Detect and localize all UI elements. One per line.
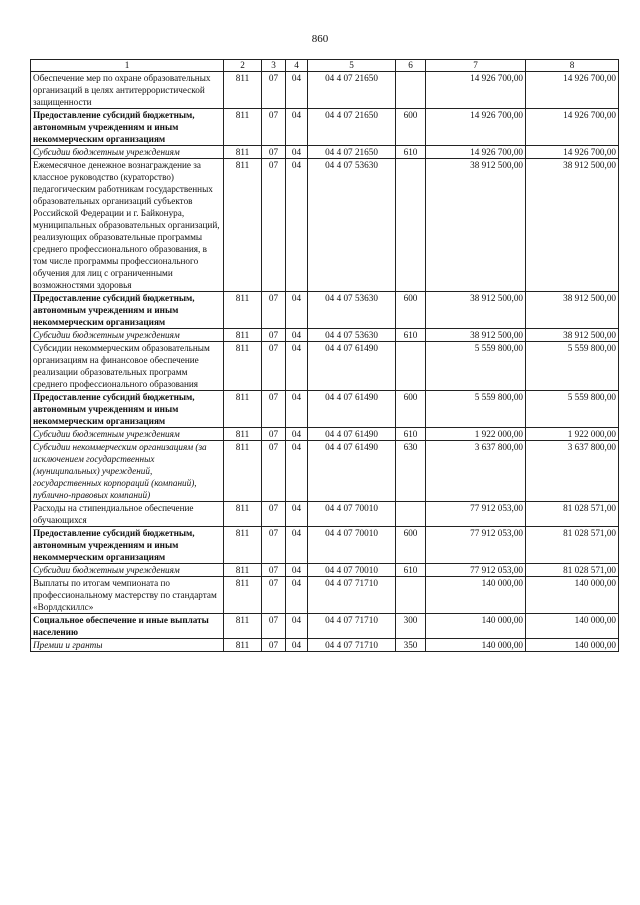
expense-type-code-cell	[396, 159, 426, 292]
section-code-cell: 07	[262, 577, 286, 614]
ministry-code-cell: 811	[224, 329, 262, 342]
section-code-cell: 07	[262, 527, 286, 564]
subsection-code-cell: 04	[286, 577, 308, 614]
subsection-code-cell: 04	[286, 527, 308, 564]
amount-year-1-cell: 38 912 500,00	[426, 292, 526, 329]
column-header-4: 4	[286, 60, 308, 72]
expense-type-code-cell: 630	[396, 441, 426, 502]
amount-year-1-cell: 38 912 500,00	[426, 159, 526, 292]
page-number: 860	[311, 33, 329, 45]
section-code-cell: 07	[262, 391, 286, 428]
target-article-code-cell: 04 4 07 53630	[308, 159, 396, 292]
amount-year-2-cell: 5 559 800,00	[526, 342, 619, 391]
column-header-7: 7	[426, 60, 526, 72]
item-name-cell: Субсидии бюджетным учреждениям	[31, 428, 224, 441]
expense-type-code-cell: 600	[396, 391, 426, 428]
amount-year-2-cell: 38 912 500,00	[526, 159, 619, 292]
ministry-code-cell: 811	[224, 502, 262, 527]
subsection-code-cell: 04	[286, 292, 308, 329]
expense-type-code-cell: 610	[396, 564, 426, 577]
ministry-code-cell: 811	[224, 159, 262, 292]
table-body	[31, 72, 619, 652]
target-article-code-cell: 04 4 07 21650	[308, 146, 396, 159]
amount-year-2-cell: 14 926 700,00	[526, 146, 619, 159]
amount-year-1-cell: 77 912 053,00	[426, 564, 526, 577]
table-row	[31, 391, 619, 428]
item-name-cell: Предоставление субсидий бюджетным, автономным учреждениям и иным некоммерческим организациям	[31, 527, 224, 564]
amount-year-1-cell: 1 922 000,00	[426, 428, 526, 441]
expense-type-code-cell	[396, 577, 426, 614]
amount-year-2-cell: 81 028 571,00	[526, 564, 619, 577]
target-article-code-cell: 04 4 07 70010	[308, 502, 396, 527]
expense-type-code-cell: 610	[396, 428, 426, 441]
table-row	[31, 159, 619, 292]
ministry-code-cell: 811	[224, 146, 262, 159]
column-header-2: 2	[224, 60, 262, 72]
target-article-code-cell: 04 4 07 61490	[308, 441, 396, 502]
item-name-cell: Премии и гранты	[31, 639, 224, 652]
column-header-1: 1	[31, 60, 224, 72]
expense-type-code-cell: 300	[396, 614, 426, 639]
subsection-code-cell: 04	[286, 342, 308, 391]
amount-year-1-cell: 140 000,00	[426, 639, 526, 652]
item-name-cell: Социальное обеспечение и иные выплаты населению	[31, 614, 224, 639]
section-code-cell: 07	[262, 639, 286, 652]
amount-year-1-cell: 14 926 700,00	[426, 146, 526, 159]
ministry-code-cell: 811	[224, 428, 262, 441]
table-row	[31, 428, 619, 441]
section-code-cell: 07	[262, 109, 286, 146]
item-name-cell: Субсидии бюджетным учреждениям	[31, 564, 224, 577]
subsection-code-cell: 04	[286, 146, 308, 159]
table-row	[31, 577, 619, 614]
expense-type-code-cell: 600	[396, 109, 426, 146]
item-name-cell: Расходы на стипендиальное обеспечение обучающихся	[31, 502, 224, 527]
amount-year-1-cell: 140 000,00	[426, 614, 526, 639]
subsection-code-cell: 04	[286, 564, 308, 577]
ministry-code-cell: 811	[224, 527, 262, 564]
target-article-code-cell: 04 4 07 71710	[308, 614, 396, 639]
item-name-cell: Выплаты по итогам чемпионата по профессиональному мастерству по стандартам «Ворлдскиллс»	[31, 577, 224, 614]
target-article-code-cell: 04 4 07 53630	[308, 329, 396, 342]
expense-type-code-cell	[396, 72, 426, 109]
ministry-code-cell: 811	[224, 441, 262, 502]
item-name-cell: Субсидии бюджетным учреждениям	[31, 146, 224, 159]
section-code-cell: 07	[262, 614, 286, 639]
amount-year-1-cell: 140 000,00	[426, 577, 526, 614]
ministry-code-cell: 811	[224, 639, 262, 652]
amount-year-1-cell: 38 912 500,00	[426, 329, 526, 342]
table-row	[31, 527, 619, 564]
column-header-5: 5	[308, 60, 396, 72]
item-name-cell: Предоставление субсидий бюджетным, автономным учреждениям и иным некоммерческим организациям	[31, 292, 224, 329]
item-name-cell: Субсидии бюджетным учреждениям	[31, 329, 224, 342]
table-row	[31, 109, 619, 146]
table-row	[31, 146, 619, 159]
subsection-code-cell: 04	[286, 159, 308, 292]
section-code-cell: 07	[262, 292, 286, 329]
target-article-code-cell: 04 4 07 21650	[308, 109, 396, 146]
ministry-code-cell: 811	[224, 292, 262, 329]
amount-year-1-cell: 77 912 053,00	[426, 502, 526, 527]
section-code-cell: 07	[262, 502, 286, 527]
column-header-8: 8	[526, 60, 619, 72]
ministry-code-cell: 811	[224, 72, 262, 109]
subsection-code-cell: 04	[286, 329, 308, 342]
amount-year-1-cell: 5 559 800,00	[426, 342, 526, 391]
section-code-cell: 07	[262, 146, 286, 159]
amount-year-2-cell: 140 000,00	[526, 577, 619, 614]
amount-year-2-cell: 1 922 000,00	[526, 428, 619, 441]
target-article-code-cell: 04 4 07 21650	[308, 72, 396, 109]
section-code-cell: 07	[262, 159, 286, 292]
ministry-code-cell: 811	[224, 391, 262, 428]
section-code-cell: 07	[262, 564, 286, 577]
column-header-6: 6	[396, 60, 426, 72]
expense-type-code-cell: 610	[396, 329, 426, 342]
ministry-code-cell: 811	[224, 564, 262, 577]
amount-year-1-cell: 14 926 700,00	[426, 72, 526, 109]
subsection-code-cell: 04	[286, 639, 308, 652]
amount-year-1-cell: 14 926 700,00	[426, 109, 526, 146]
table-row	[31, 441, 619, 502]
ministry-code-cell: 811	[224, 342, 262, 391]
amount-year-2-cell: 38 912 500,00	[526, 329, 619, 342]
amount-year-2-cell: 14 926 700,00	[526, 109, 619, 146]
amount-year-2-cell: 14 926 700,00	[526, 72, 619, 109]
item-name-cell: Предоставление субсидий бюджетным, автономным учреждениям и иным некоммерческим организациям	[31, 391, 224, 428]
column-header-3: 3	[262, 60, 286, 72]
table-row	[31, 292, 619, 329]
amount-year-1-cell: 5 559 800,00	[426, 391, 526, 428]
expense-type-code-cell: 610	[396, 146, 426, 159]
target-article-code-cell: 04 4 07 61490	[308, 342, 396, 391]
target-article-code-cell: 04 4 07 61490	[308, 391, 396, 428]
section-code-cell: 07	[262, 342, 286, 391]
expense-type-code-cell	[396, 502, 426, 527]
budget-table	[30, 59, 619, 652]
amount-year-2-cell: 38 912 500,00	[526, 292, 619, 329]
amount-year-2-cell: 5 559 800,00	[526, 391, 619, 428]
header-row	[31, 60, 619, 72]
item-name-cell: Обеспечение мер по охране образовательных организаций в целях антитеррористической защищенности	[31, 72, 224, 109]
section-code-cell: 07	[262, 428, 286, 441]
table-row	[31, 614, 619, 639]
item-name-cell: Предоставление субсидий бюджетным, автономным учреждениям и иным некоммерческим организациям	[31, 109, 224, 146]
subsection-code-cell: 04	[286, 391, 308, 428]
section-code-cell: 07	[262, 72, 286, 109]
table-header	[31, 60, 619, 72]
amount-year-2-cell: 140 000,00	[526, 614, 619, 639]
target-article-code-cell: 04 4 07 61490	[308, 428, 396, 441]
amount-year-1-cell: 3 637 800,00	[426, 441, 526, 502]
expense-type-code-cell: 350	[396, 639, 426, 652]
target-article-code-cell: 04 4 07 71710	[308, 577, 396, 614]
section-code-cell: 07	[262, 329, 286, 342]
table-row	[31, 564, 619, 577]
ministry-code-cell: 811	[224, 614, 262, 639]
amount-year-2-cell: 140 000,00	[526, 639, 619, 652]
subsection-code-cell: 04	[286, 72, 308, 109]
ministry-code-cell: 811	[224, 109, 262, 146]
table-row	[31, 72, 619, 109]
table-row	[31, 329, 619, 342]
expense-type-code-cell: 600	[396, 527, 426, 564]
item-name-cell: Субсидии некоммерческим образовательным организациям на финансовое обеспечение реализации образовательных программ среднего профессионального образования	[31, 342, 224, 391]
target-article-code-cell: 04 4 07 70010	[308, 527, 396, 564]
item-name-cell: Ежемесячное денежное вознаграждение за классное руководство (кураторство) педагогическим работникам государственных образовательных организаций субъектов Российской Федерации и г. Байконура, муниципальных образовательных организаций, реализующих образовательные программы среднего профессионального образования, в том числе программы профессионального обучения для лиц с ограниченными возможностями здоровья	[31, 159, 224, 292]
target-article-code-cell: 04 4 07 70010	[308, 564, 396, 577]
subsection-code-cell: 04	[286, 614, 308, 639]
amount-year-2-cell: 3 637 800,00	[526, 441, 619, 502]
item-name-cell: Субсидии некоммерческим организациям (за исключением государственных (муниципальных) учреждений, государственных корпораций (компаний), публично-правовых компаний)	[31, 441, 224, 502]
expense-type-code-cell	[396, 342, 426, 391]
ministry-code-cell: 811	[224, 577, 262, 614]
amount-year-2-cell: 81 028 571,00	[526, 527, 619, 564]
amount-year-2-cell: 81 028 571,00	[526, 502, 619, 527]
target-article-code-cell: 04 4 07 71710	[308, 639, 396, 652]
amount-year-1-cell: 77 912 053,00	[426, 527, 526, 564]
section-code-cell: 07	[262, 441, 286, 502]
expense-type-code-cell: 600	[396, 292, 426, 329]
table-row	[31, 639, 619, 652]
subsection-code-cell: 04	[286, 441, 308, 502]
subsection-code-cell: 04	[286, 109, 308, 146]
target-article-code-cell: 04 4 07 53630	[308, 292, 396, 329]
subsection-code-cell: 04	[286, 428, 308, 441]
table-row	[31, 502, 619, 527]
subsection-code-cell: 04	[286, 502, 308, 527]
table-row	[31, 342, 619, 391]
